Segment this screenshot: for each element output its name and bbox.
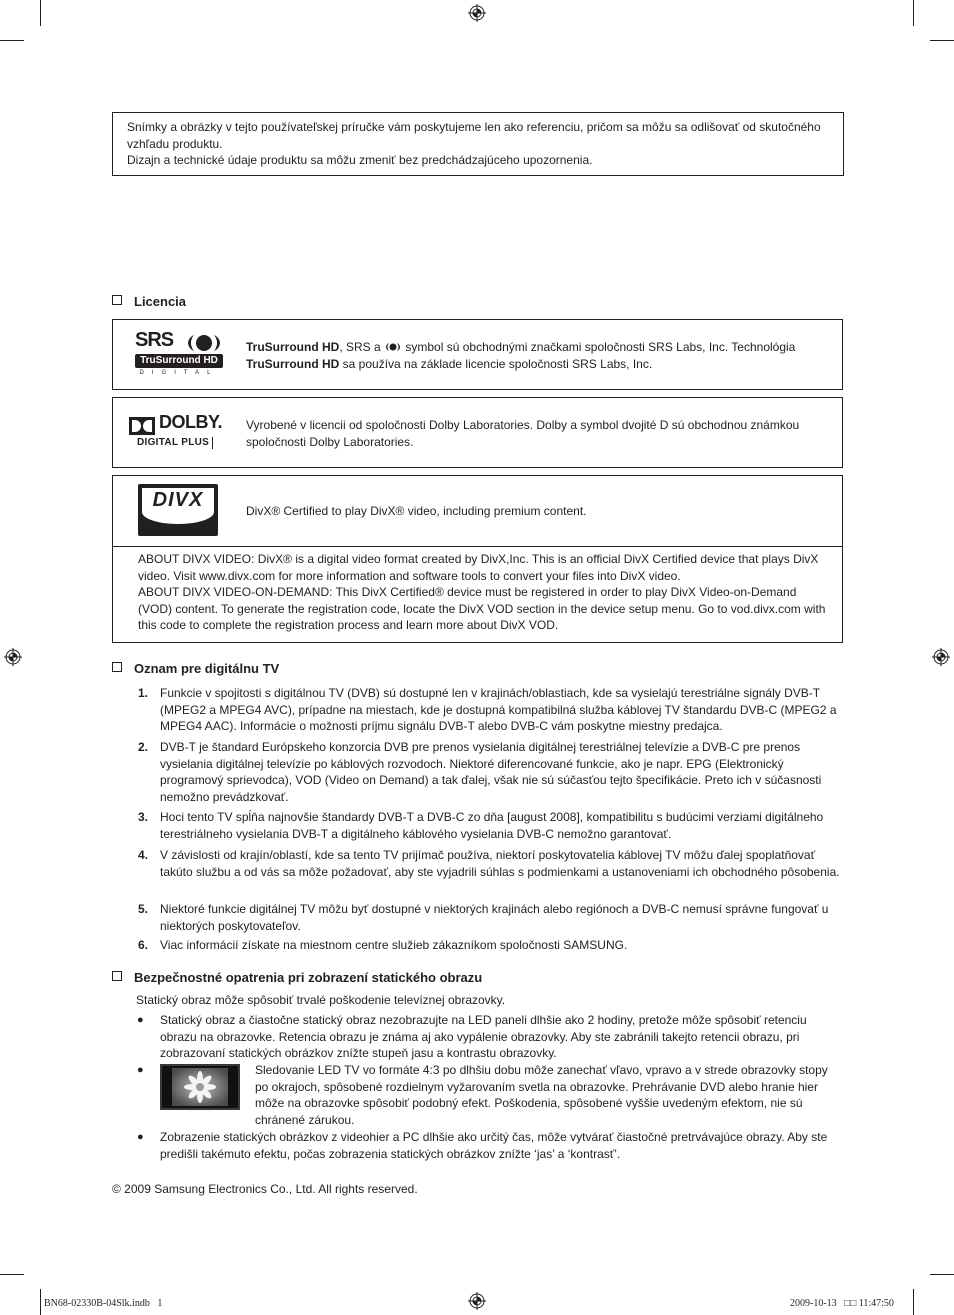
bullet-icon: ● xyxy=(137,1131,144,1143)
checkbox-bullet-icon xyxy=(112,662,122,672)
srs-logo xyxy=(135,329,225,378)
dolby-double-d-icon xyxy=(129,417,155,435)
crop-mark xyxy=(40,0,41,26)
copyright-text: © 2009 Samsung Electronics Co., Ltd. All rights reserved. xyxy=(112,1182,418,1196)
bullet-icon: ● xyxy=(137,1064,144,1076)
crop-mark xyxy=(0,40,24,41)
disclaimer-line: Dizajn a technické údaje produktu sa môžu zmeniť bez predchádzajúceho upozornenia. xyxy=(127,153,593,167)
divx-about-text: ABOUT DIVX VIDEO: DivX® is a digital video format created by DivX,Inc. This is an official DivX Certified device that plays DivX video. Visit www.divx.com for more information and software tools to convert your files into DivX video. ABOUT DIVX VIDEO-ON-DEMAND: This DivX Certified® device must be registered in order to play DivX Video-on-Demand (VOD) content. To generate the registration code, locate the DivX VOD section in the device setup menu. Go to vod.divx.com with this code to complete the registration process and learn more about DivX VOD. xyxy=(138,552,826,632)
dolby-logo-sub: DIGITAL PLUS xyxy=(137,437,213,449)
divx-certified-text: DivX® Certified to play DivX® video, including premium content. xyxy=(246,504,587,518)
srs-logo-digital: DIGITAL xyxy=(139,370,219,376)
divx-divider xyxy=(113,546,842,547)
checkbox-bullet-icon xyxy=(112,971,122,981)
section-title-static-image: Bezpečnostné opatrenia pri zobrazení statického obrazu xyxy=(112,970,482,987)
registration-mark-icon xyxy=(468,4,486,22)
checkbox-bullet-icon xyxy=(112,295,122,305)
dolby-license-text: Vyrobené v licencii od spoločnosti Dolby Laboratories. Dolby a symbol dvojité D sú obchodnou známkou spoločnosti Dolby Laboratories. xyxy=(246,418,800,449)
print-file-name: BN68-02330B-04Slk.indb 1 xyxy=(44,1298,163,1309)
srs-license-text: TruSurround HD, SRS a symbol sú obchodnými značkami spoločnosti SRS Labs, Inc. Technológia TruSurround HD sa používa na základe licencie spoločnosti SRS Labs, Inc. xyxy=(246,340,796,371)
registration-mark-icon xyxy=(932,648,950,666)
dolby-logo xyxy=(129,412,229,452)
divx-logo-text: DIVX xyxy=(152,489,204,511)
tv-flower-image xyxy=(160,1064,240,1110)
srs-symbol-icon xyxy=(384,342,402,352)
registration-mark-icon xyxy=(468,1292,486,1310)
divx-license-box xyxy=(112,475,843,643)
srs-logo-sub: TruSurround HD xyxy=(135,354,223,368)
disclaimer-line: Snímky a obrázky v tejto používateľskej príručke vám poskytujeme len ako referenciu, pričom sa môžu sa odlišovať od skutočného vzhľadu produktu. xyxy=(127,120,821,151)
crop-mark xyxy=(913,0,914,26)
print-date: 2009-10-13 □□ 11:47:50 xyxy=(790,1298,894,1309)
section-title-license: Licencia xyxy=(112,294,186,311)
crop-mark xyxy=(40,1289,41,1315)
divx-logo xyxy=(138,484,218,536)
disclaimer-box xyxy=(112,112,844,176)
dolby-logo-text: DOLBY. xyxy=(159,412,223,432)
crop-mark xyxy=(913,1289,914,1315)
crop-mark xyxy=(930,1274,954,1275)
registration-mark-icon xyxy=(4,648,22,666)
srs-license-box xyxy=(112,319,843,390)
bullet-icon: ● xyxy=(137,1014,144,1026)
crop-mark xyxy=(0,1274,24,1275)
srs-circle-icon xyxy=(185,333,223,353)
crop-mark xyxy=(930,40,954,41)
srs-logo-text: SRS xyxy=(135,329,174,351)
section-title-digital-tv: Oznam pre digitálnu TV xyxy=(112,661,279,678)
dolby-license-box xyxy=(112,397,843,468)
static-image-intro: Statický obraz môže spôsobiť trvalé poškodenie televíznej obrazovky. xyxy=(136,993,506,1007)
